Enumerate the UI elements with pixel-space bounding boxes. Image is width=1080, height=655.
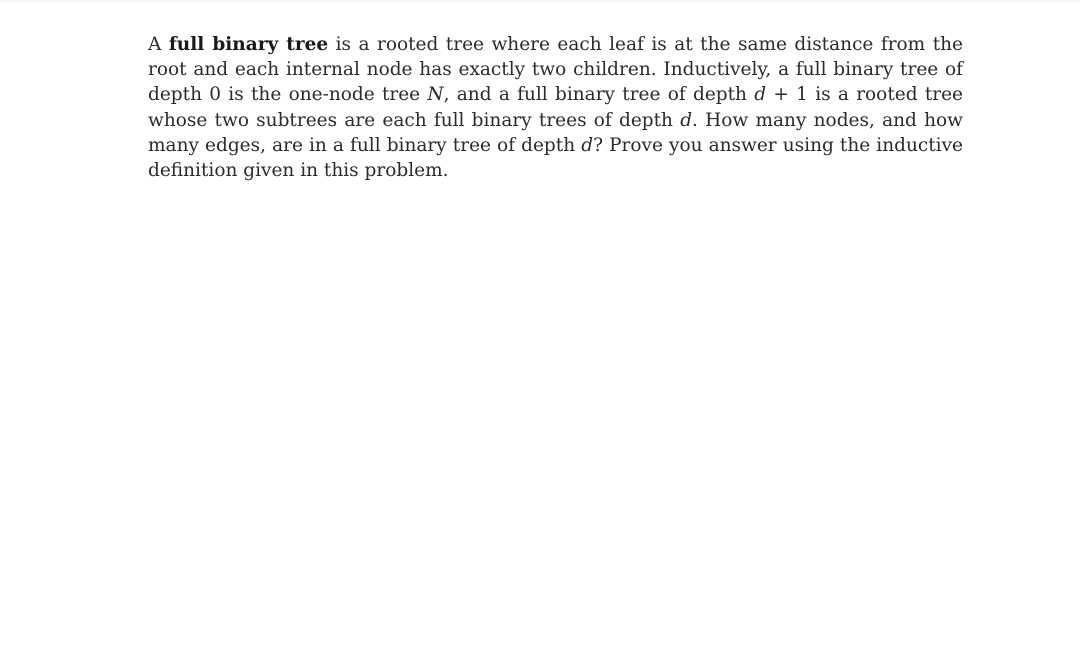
- math-var-d: d: [581, 134, 594, 156]
- problem-text-1: is a rooted tree where each leaf is at the same distance from the root and each internal node has exactly two children. Inductively, a full binary tree of depth 0 is the one-node tree: [148, 34, 963, 106]
- problem-intro: A: [148, 34, 169, 55]
- math-var-N: N: [427, 84, 444, 106]
- problem-text-2: , and a full binary tree of depth: [443, 84, 755, 106]
- problem-statement: [148, 32, 963, 183]
- math-plus-one: + 1: [766, 84, 808, 106]
- problem-text-4: . How many nodes, and how many edges, are in a full binary tree of depth: [148, 109, 963, 156]
- math-var-d: d: [680, 109, 693, 131]
- math-var-d: d: [754, 84, 767, 106]
- page-top-edge: [0, 0, 1080, 4]
- problem-text-3: is a rooted tree whose two subtrees are each full binary trees of depth: [148, 84, 963, 131]
- problem-text-5: ? Prove you answer using the inductive definition given in this problem.: [148, 134, 963, 182]
- term-full-binary-tree: full binary tree: [168, 34, 329, 55]
